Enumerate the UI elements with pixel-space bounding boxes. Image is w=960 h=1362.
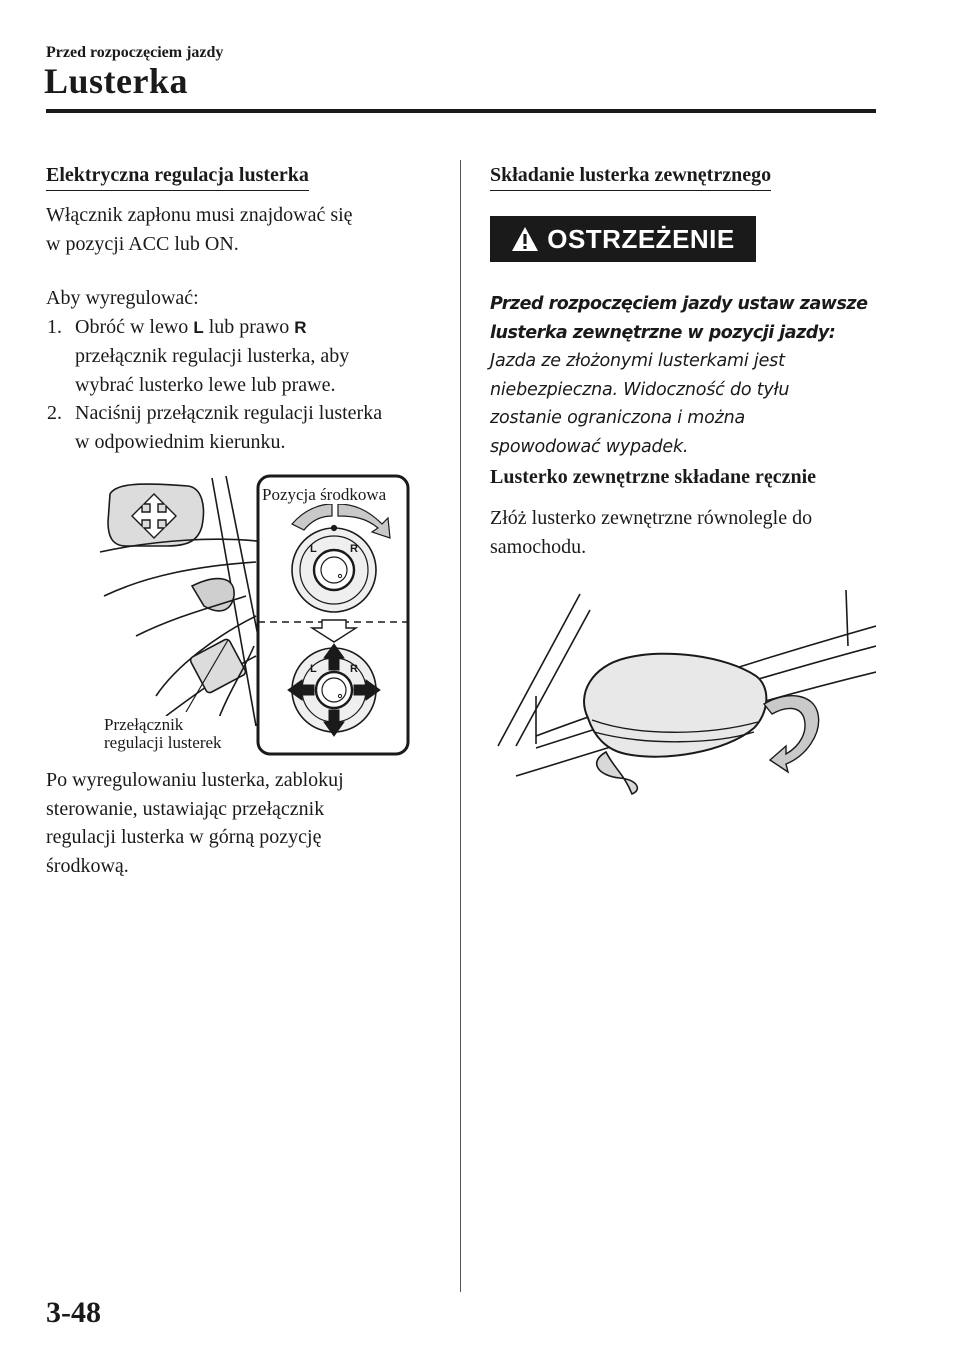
steps-intro: Aby wyregulować: [46, 287, 199, 309]
knob-right-glyph: R [350, 543, 358, 555]
door-panel-drawing [100, 476, 272, 726]
step-text: Naciśnij przełącznik regulacji lusterka [75, 402, 383, 424]
instructions [46, 284, 446, 456]
fold-line: samochodu. [490, 535, 587, 558]
step-item [46, 399, 446, 456]
warning-triangle-icon [511, 226, 539, 252]
intro-line: w pozycji ACC lub ON. [46, 232, 239, 255]
step-text: w odpowiednim kierunku. [75, 430, 286, 453]
step-text: wybrać lusterko lewe lub prawe. [75, 373, 336, 396]
step-number: 1. [47, 315, 62, 338]
after-adjust-paragraph [46, 766, 344, 880]
right-heading: Składanie lusterka zewnętrznego [490, 164, 771, 191]
knob-left-glyph-lower: L [310, 663, 317, 675]
label-switch-line: Przełącznik [104, 715, 184, 734]
steps-list [46, 313, 446, 457]
step-text: przełącznik regulacji lusterka, aby [75, 345, 350, 367]
column-divider [460, 160, 461, 1292]
intro-line: Włącznik zapłonu musi znajdować się [46, 204, 353, 226]
after-line: regulacji lusterka w górną pozycję [46, 826, 322, 848]
warning-title-line: lusterka zewnętrzne w pozycji jazdy: [490, 322, 836, 343]
fold-line: Złóż lusterko zewnętrzne równolegle do [490, 507, 813, 529]
knob-right-glyph-lower: R [350, 663, 358, 675]
warning-title-line: Przed rozpoczęciem jazdy ustaw zawsze [490, 294, 868, 314]
after-line: Po wyregulowaniu lusterka, zablokuj [46, 769, 344, 791]
left-heading: Elektryczna regulacja lusterka [46, 164, 309, 191]
step-item [46, 313, 446, 400]
right-glyph: R [294, 317, 307, 337]
label-switch [104, 716, 222, 752]
step-text: Obróć w lewo [75, 315, 189, 338]
warning-body-line: zostanie ograniczona i można [490, 408, 746, 428]
left-glyph: L [193, 317, 204, 337]
step-text: lub prawo [208, 315, 290, 338]
label-center-position: Pozycja środkowa [262, 485, 387, 504]
mirror-fold-illustration [496, 586, 876, 806]
chapter-title: Lusterka [44, 61, 189, 101]
warning-badge-label: OSTRZEŻENIE [547, 223, 735, 254]
label-switch-line: regulacji lusterek [104, 733, 222, 752]
page-number: 3-48 [46, 1296, 101, 1329]
fold-instruction [490, 504, 812, 561]
fold-arrow-icon [764, 696, 819, 772]
after-line: środkową. [46, 854, 129, 877]
warning-body-line: Jazda ze złożonymi lusterkami jest [490, 351, 785, 371]
after-line: sterowanie, ustawiając przełącznik [46, 797, 325, 820]
header-rule [46, 109, 876, 113]
mirror-switch-figure [96, 466, 416, 762]
step-number: 2. [47, 402, 62, 424]
knob-left-glyph: L [310, 543, 317, 555]
warning-badge [490, 216, 756, 262]
warning-body-line: spowodować wypadek. [490, 436, 689, 457]
warning-body-line: niebezpieczna. Widoczność do tyłu [490, 379, 790, 400]
warning-text [490, 290, 870, 461]
intro-paragraph [46, 201, 353, 258]
section-label: Przed rozpoczęciem jazdy [46, 44, 224, 61]
manual-fold-subheading: Lusterko zewnętrzne składane ręcznie [490, 466, 817, 488]
